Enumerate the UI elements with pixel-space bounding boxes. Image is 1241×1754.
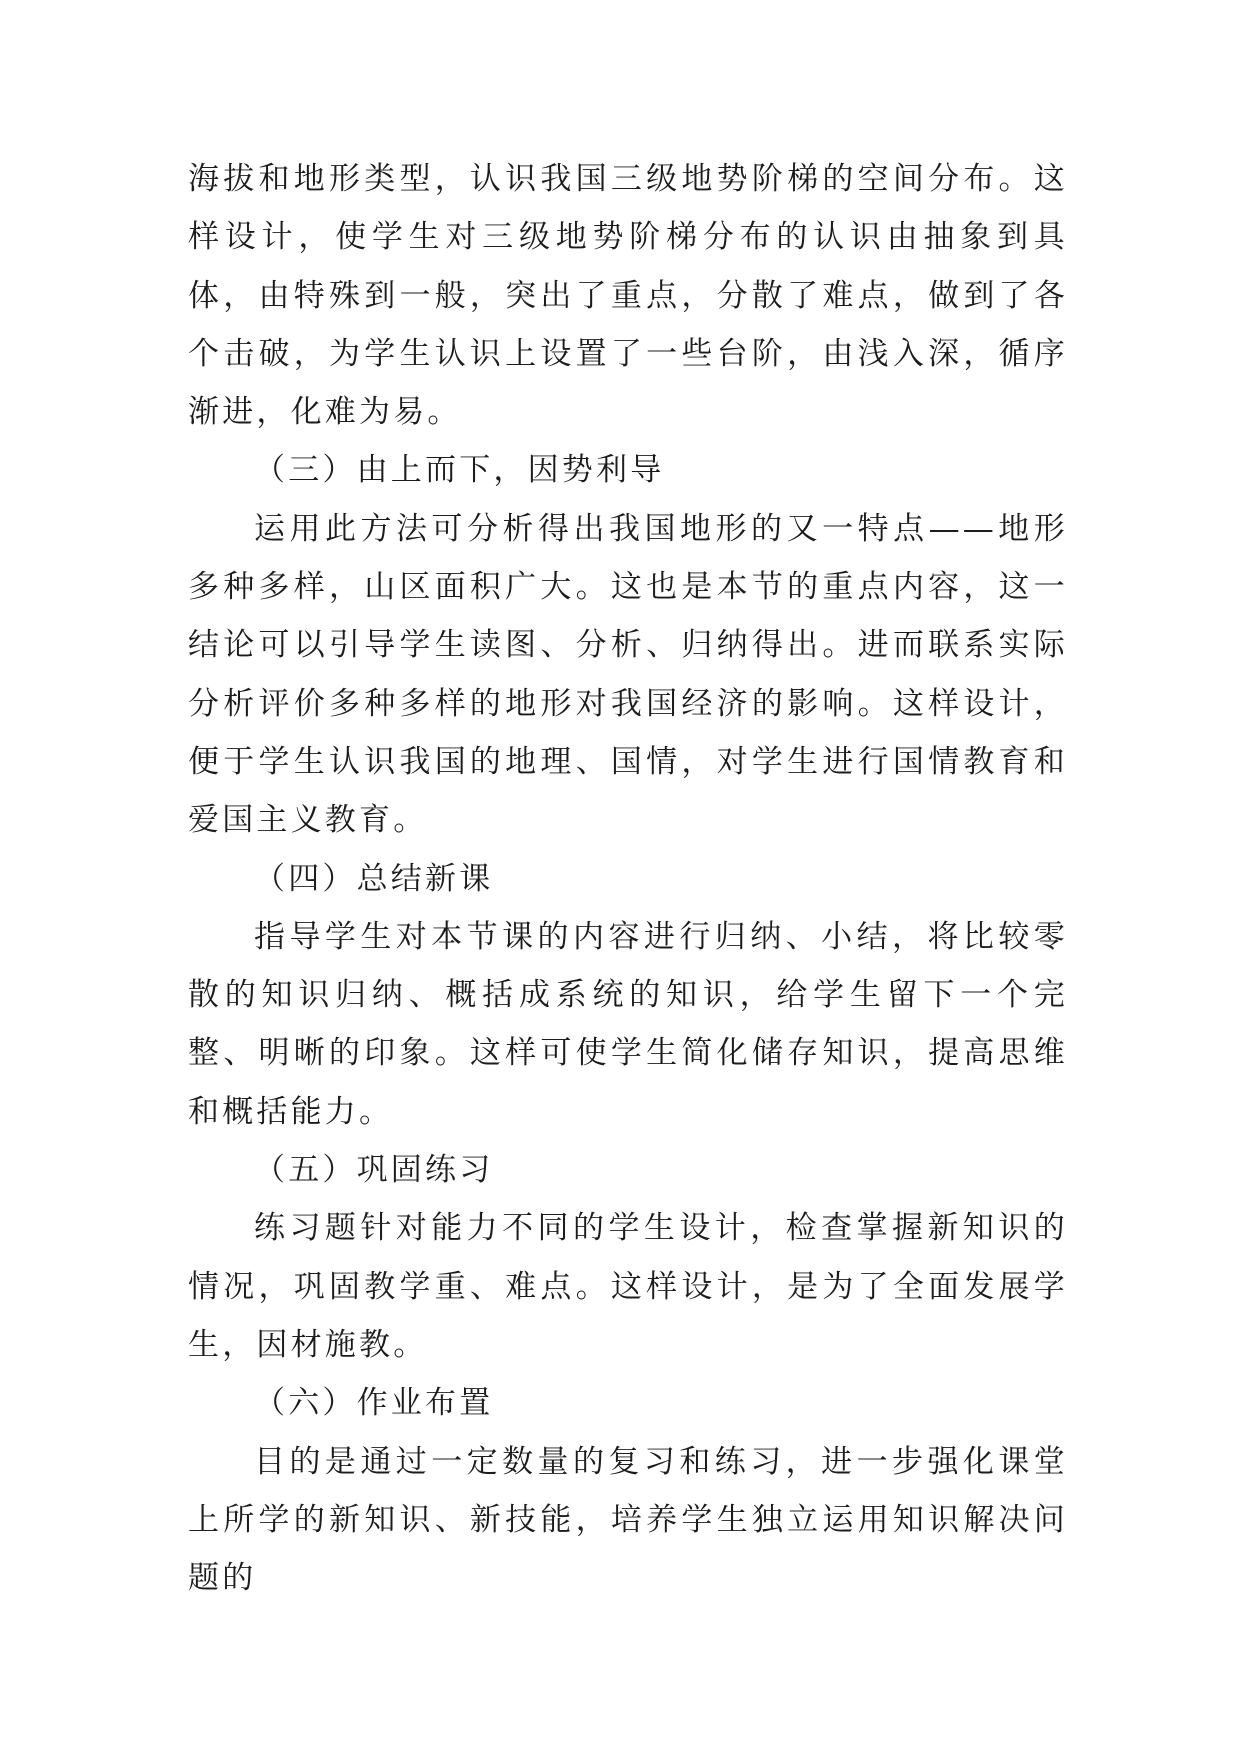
section-heading-6: （六）作业布置 bbox=[254, 1385, 494, 1422]
document-page bbox=[188, 150, 1068, 1607]
section-heading-3: （三）由上而下，因势利导 bbox=[254, 452, 665, 489]
section-heading-5: （五）巩固练习 bbox=[254, 1152, 494, 1189]
paragraph-continuation: 海拔和地形类型，认识我国三级地势阶梯的空间分布。这样设计，使学生对三级地势阶梯分布的认识由抽象到具体，由特殊到一般，突出了重点，分散了难点，做到了各个击破，为学生认识上设置了一些台阶，由浅入深，循序渐进，化难为易。 bbox=[188, 161, 1068, 431]
section-heading-4: （四）总结新课 bbox=[254, 860, 494, 897]
paragraph-section-4: 指导学生对本节课的内容进行归纳、小结，将比较零散的知识归纳、概括成系统的知识，给学生留下一个完整、明晰的印象。这样可使学生简化储存知识，提高思维和概括能力。 bbox=[188, 918, 1068, 1130]
paragraph-section-5: 练习题针对能力不同的学生设计，检查掌握新知识的情况，巩固教学重、难点。这样设计，是为了全面发展学生，因材施教。 bbox=[188, 1210, 1068, 1363]
paragraph-section-6: 目的是通过一定数量的复习和练习，进一步强化课堂上所学的新知识、新技能，培养学生独立运用知识解决问题的 bbox=[188, 1443, 1068, 1597]
paragraph-section-3: 运用此方法可分析得出我国地形的又一特点——地形多种多样，山区面积广大。这也是本节的重点内容，这一结论可以引导学生读图、分析、归纳得出。进而联系实际分析评价多种多样的地形对我国经济的影响。这样设计，便于学生认识我国的地理、国情，对学生进行国情教育和爱国主义教育。 bbox=[188, 510, 1068, 839]
